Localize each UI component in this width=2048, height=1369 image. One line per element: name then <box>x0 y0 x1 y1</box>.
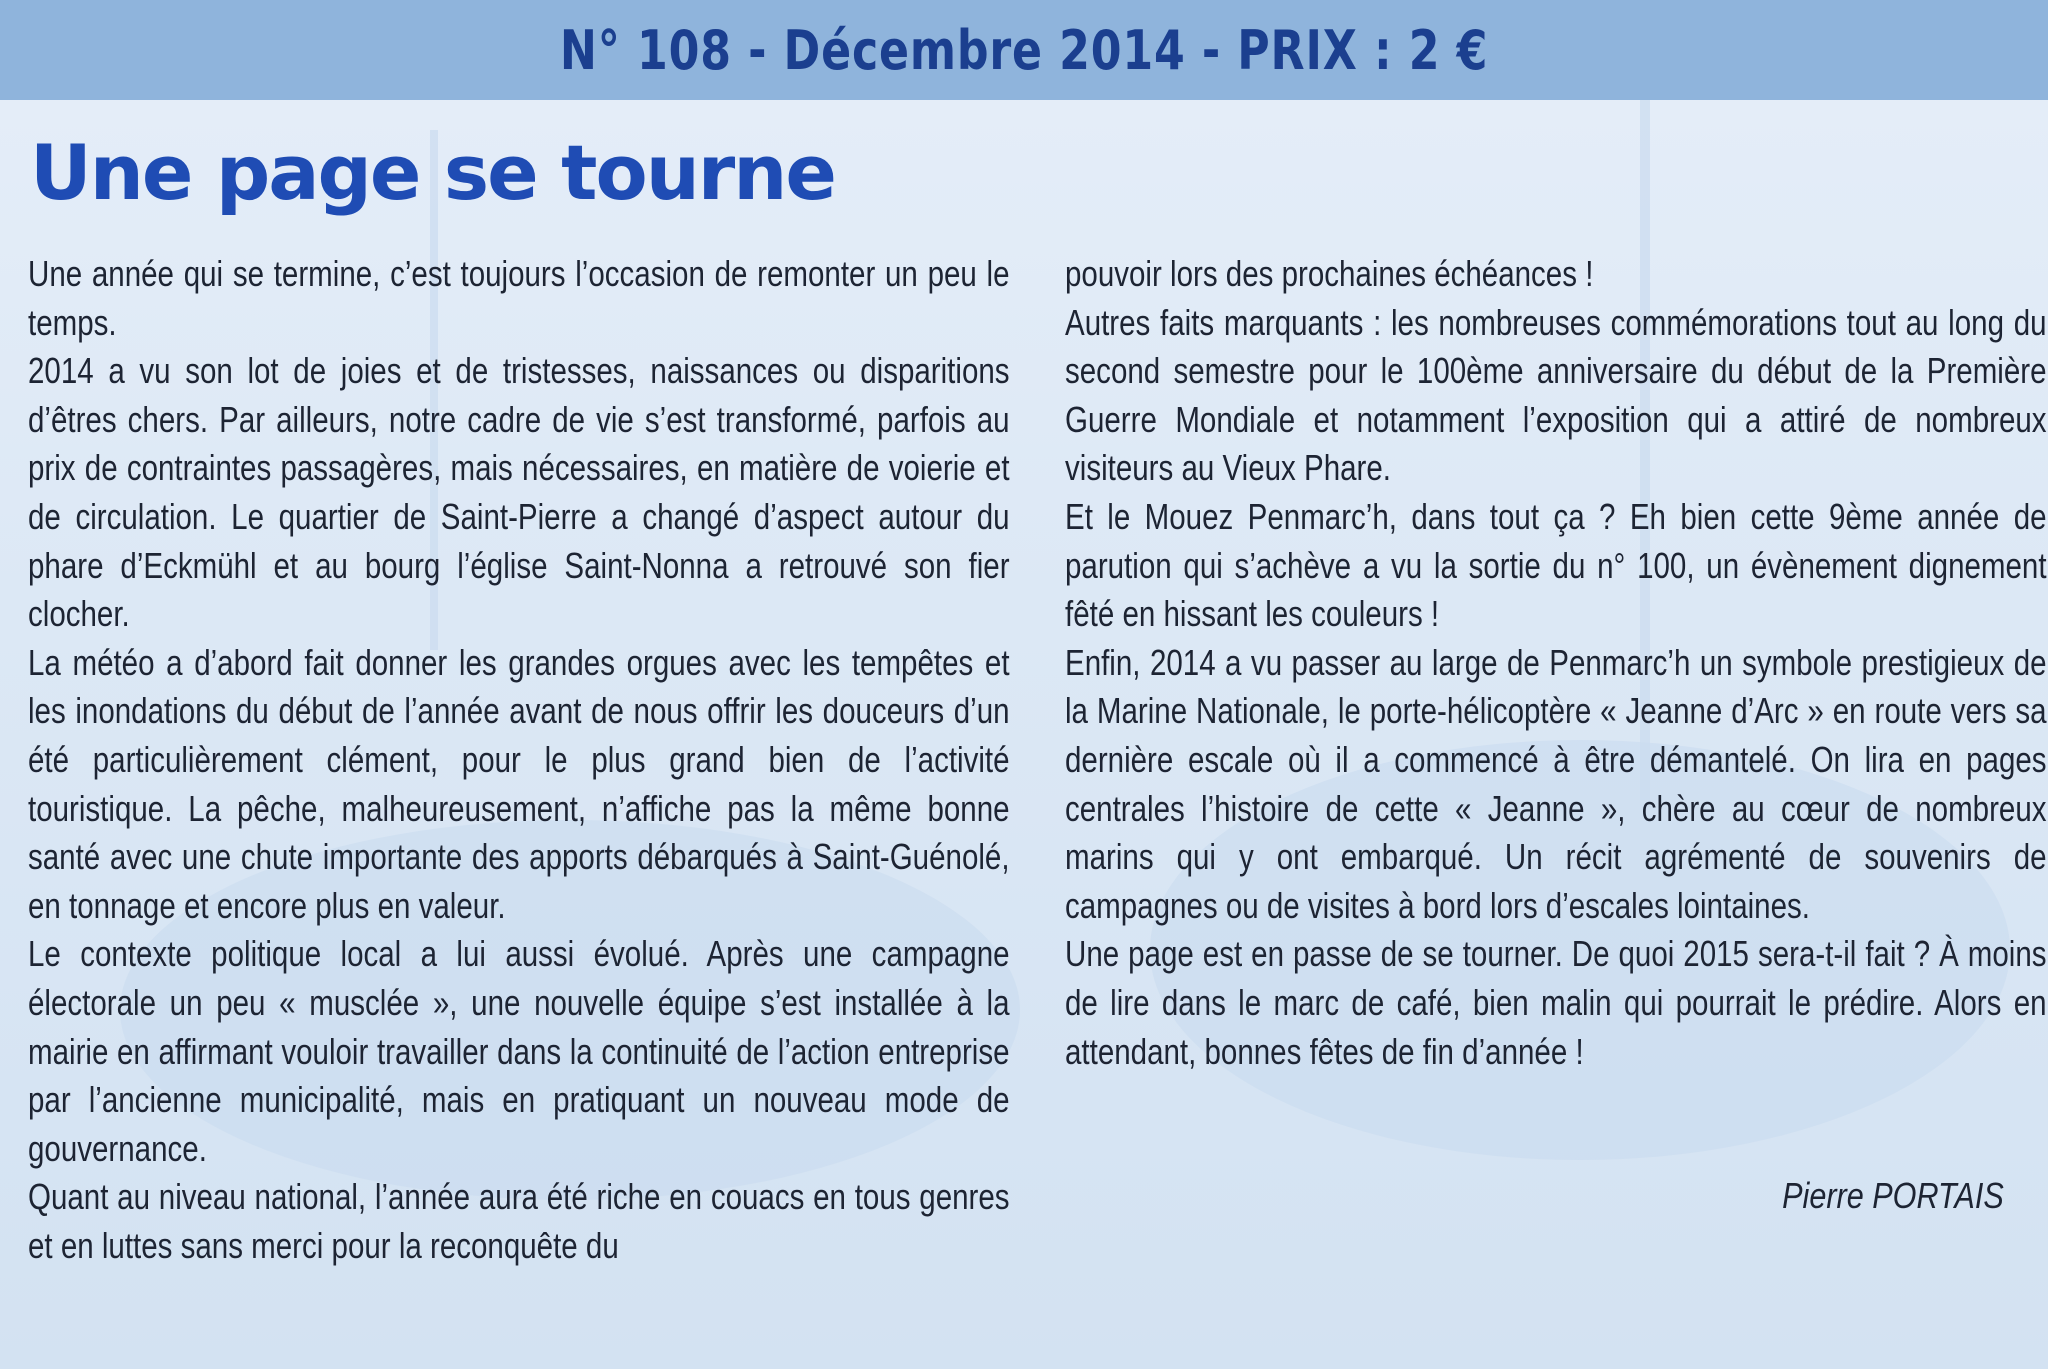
paragraph: Une année qui se termine, c’est toujours l’occasion de remonter un peu le temps. <box>28 253 1010 343</box>
issue-line: N° 108 - Décembre 2014 - PRIX : 2 € <box>559 18 1489 82</box>
paragraph: La météo a d’abord fait donner les grandes orgues avec les tempêtes et les inondations du début de l’année avant de nous offrir les douceurs d’un été particulièrement clément, pour le plus grand bien de l’activité touristique. La pêche, malheureusement, n’affiche pas la même bonne santé avec une chute importante des apports débarqués à Saint-Guénolé, en tonnage et encore plus en valeur. <box>28 641 1010 926</box>
paragraph: Quant au niveau national, l’année aura été riche en couacs en tous genres et en luttes sans merci pour la reconquête du <box>28 1176 1010 1266</box>
author-signature: Pierre PORTAIS <box>1782 1175 2004 1216</box>
paragraph: Et le Mouez Penmarc’h, dans tout ça ? Eh bien cette 9ème année de parution qui s’achève a vu la sortie du n° 100, un évènement dignement fêté en hissant les couleurs ! <box>1065 495 2047 635</box>
issue-banner <box>0 0 2048 100</box>
paragraph: Autres faits marquants : les nombreuses commémorations tout au long du second semestre pour le 100ème anniversaire du début de la Première Guerre Mondiale et notamment l’exposition qui a attiré de nombreux visiteurs au Vieux Phare. <box>1065 301 2047 489</box>
paragraph: Enfin, 2014 a vu passer au large de Penmarc’h un symbole prestigieux de la Marine Nationale, le porte-hélicoptère « Jeanne d’Arc » en route vers sa dernière escale où il a commencé à être démantelé. On lira en pages centrales l’histoire de cette « Jeanne », chère au cœur de nombreux marins qui y ont embarqué. Un récit agrémenté de souvenirs de campagnes ou de visites à bord lors d’escales lointaines. <box>1065 641 2047 926</box>
paragraph: 2014 a vu son lot de joies et de tristesses, naissances ou disparitions d’êtres chers. Par ailleurs, notre cadre de vie s’est transformé, parfois au prix de contraintes passagères, mais nécessaires, en matière de voierie et de circulation. Le quartier de Saint-Pierre a changé d’aspect autour du phare d’Eckmühl et au bourg l’église Saint-Nonna a retrouvé son fier clocher. <box>28 350 1010 635</box>
paragraph: pouvoir lors des prochaines échéances ! <box>1065 253 1594 294</box>
left-column <box>28 250 1010 1270</box>
article-title: Une page se tourne <box>30 128 835 217</box>
article-panel <box>0 100 2048 1369</box>
paragraph: Une page est en passe de se tourner. De quoi 2015 sera-t-il fait ? À moins de lire dans le marc de café, bien malin qui pourrait le prédire. Alors en attendant, bonnes fêtes de fin d’année ! <box>1065 933 2047 1072</box>
right-column <box>1065 250 2047 1076</box>
paragraph: Le contexte politique local a lui aussi évolué. Après une campagne électorale un peu « musclée », une nouvelle équipe s’est installée à la mairie en affirmant vouloir travailler dans la continuité de l’action entreprise par l’ancienne municipalité, mais en pratiquant un nouveau mode de gouvernance. <box>28 933 1010 1169</box>
